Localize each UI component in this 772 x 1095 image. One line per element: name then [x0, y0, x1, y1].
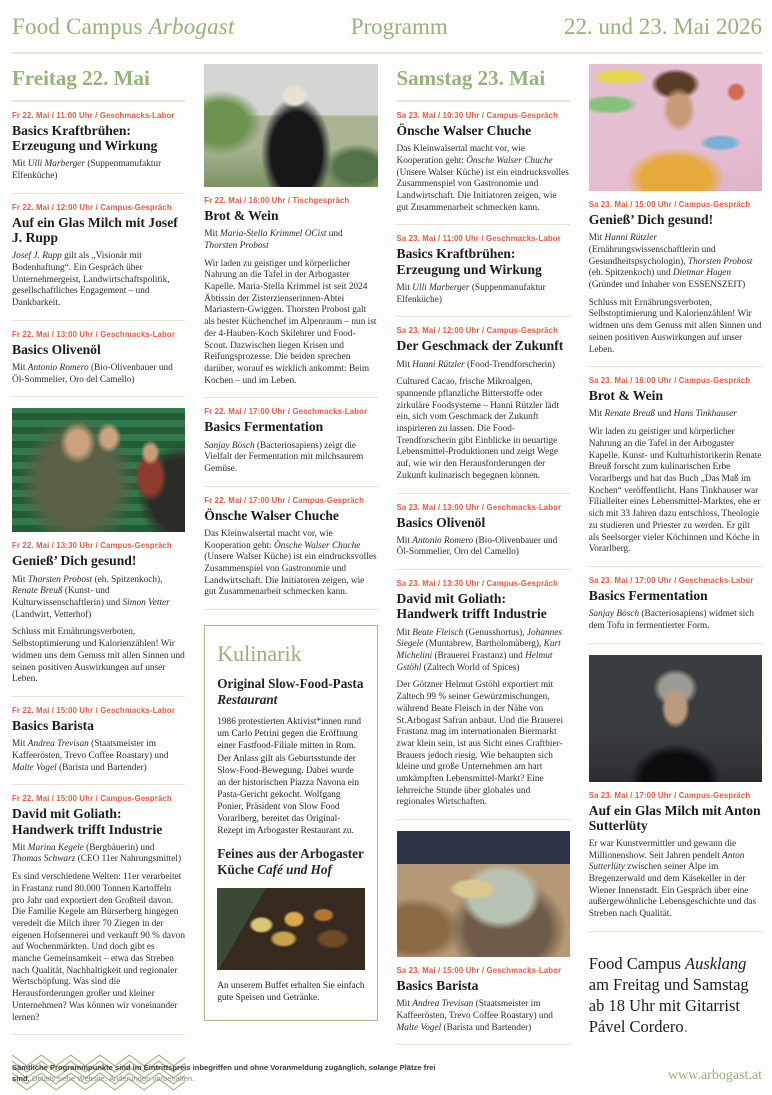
event — [589, 367, 762, 567]
portrait-photo — [589, 655, 762, 782]
event-people-line: Mit Antonio Romero (Bio-Olivenbauer und Öl-Sommelier, Oro del Camello) — [396, 535, 558, 558]
event — [397, 225, 570, 317]
event-title: Basics Barista — [396, 978, 479, 994]
masthead-date: 22. und 23. Mai 2026 — [563, 14, 762, 39]
event-title: Basics Kraftbrühen: Erzeugung und Wirkung — [12, 123, 158, 154]
event-meta: Sa 23. Mai / 15:00 Uhr / Campus-Gespräch — [588, 200, 751, 209]
event-meta: Fr 22. Mai / 11:00 Uhr / Geschmacks-Labor — [12, 111, 175, 120]
event-title: Basics Olivenöl — [12, 341, 101, 357]
nun-photo — [204, 64, 377, 187]
kulinarik-box — [204, 625, 377, 1021]
website-link[interactable]: www.arbogast.at — [668, 1068, 762, 1083]
event-title: Brot & Wein — [588, 388, 664, 404]
event-people-line: Mit Antonio Romero (Bio-Olivenbauer und Öl-Sommelier, Oro del Camello) — [12, 363, 173, 385]
event-paragraph: Schluss mit Ernährungsverboten, Selbstoptimierung und Kalorienzählen! Wir widmen uns dem Genuss mit allen Sinnen und seinen positiven Auswirkungen auf unser Leben. — [588, 297, 762, 355]
event-paragraph: Wir laden zu geistiger und körperlicher Nahrung an die Tafel in der Arbogaster Kapelle. Kunst- und Kulturhistorikerin Renate Breuß forscht zum kulinarischen Erbe Vorarlbergs und hat das Buch „Das Maß im Kochen“ veröffentlicht. Hans Tinkhauser war Filialleiter eines Lebensmittel-Marktes, ehe er sich mit 33 Jahren dazu entschloss, Theologie zu studieren und Priester zu werden. Er gilt als Seelsorger vieler Köchinnen und Köche in Vorarlberg. — [588, 427, 762, 555]
kulinarik-caption: An unserem Buffet erhalten Sie einfach gute Speisen und Getränke. — [217, 981, 365, 1004]
event-paragraph: Es sind verschiedene Welten: 11er verarbeitet in Frastanz rund 80.000 Tonnen Kartoffeln pro Jahr und exportiert den Großteil davon. Die Familie Kegele am Bürserberg hingegen veredelt die Milch ihrer 70 Ziegen in der eigenen Hofsennerei und verkauft 90 % davon auf Wochenmärkten. Und doch gibt es manche Gemeinsamkeit – etwa das Streben nach Qualität, Nachhaltigkeit und regionaler Wertschöpfung. Was sind die Herausforderungen großer und kleiner Unternehmen? Was können wir voneinander lernen? — [12, 872, 185, 1023]
event-paragraph: Er war Kunstvermittler und gewann die Millionenshow. Seit Jahren pendelt Anton Sutterlüty zwischen seiner Alpe im Bregenzerwald und dem Käsekeller in der Wiener Innenstadt. Ein Gespräch über eine außergewöhnliche Lebensgeschichte und das Streben nach Qualität. — [588, 838, 757, 920]
event — [12, 194, 185, 321]
kulinarik-item-text: 1986 protestierten Aktivist*innen rund um Carlo Petrini gegen die Eröffnung einer Fastfood-Filiale mitten in Rom. Der Anlass gilt als Geburtsstunde der Slow-Food-Bewegung. Dabei wurde an der historischen Piazza Navona ein Pasta-Gericht gekocht. Wolfgang Ponier, Präsident von Slow Food Vorarlberg, bereitet das Original-Rezept im Arbogaster Restaurant zu. — [217, 717, 362, 836]
event-people-line: Mit Marina Kegele (Bergbäuerin) und Thomas Schwarz (CEO 11er Nahrungsmittel) — [12, 842, 182, 865]
event — [589, 191, 762, 367]
buffet-photo — [217, 888, 364, 970]
page-footer — [12, 1062, 762, 1084]
event-meta: Fr 22. Mai / 13:00 Uhr / Geschmacks-Labor — [12, 329, 176, 339]
event-people-line: Mit Renate Breuß und Hans Tinkhauser — [588, 409, 737, 420]
event-people-line: Mit Ulli Marberger (Suppenmanufaktur Elfenküche) — [396, 282, 546, 305]
woman-graffiti-photo — [589, 64, 762, 191]
event-meta: Sa 23. Mai / 11:00 Uhr / Geschmacks-Labor — [396, 234, 561, 244]
event-meta: Fr 22. Mai / 12:00 Uhr / Campus-Gespräch — [12, 202, 172, 212]
event — [397, 957, 570, 1045]
event — [397, 494, 570, 571]
event — [204, 487, 377, 610]
event-meta: Sa 23. Mai / 12:00 Uhr / Campus-Gespräch — [396, 326, 559, 336]
kulinarik-item-title: Original Slow-Food-Pasta — [217, 676, 364, 692]
event — [12, 532, 185, 697]
event-people-line: Mit Hanni Rützler (Food-Trendforscherin) — [396, 359, 555, 370]
brand-title — [12, 14, 235, 40]
column-saturday-2 — [589, 64, 762, 1095]
event-meta: Fr 22. Mai / 13:30 Uhr / Campus-Gespräch — [12, 541, 172, 551]
footer-note-bold: Sämtliche Programmpunkte sind im Eintrittspreis inbegriffen und ohne Voranmeldung zugänglich, solange Plätze frei sind. — [12, 1063, 436, 1083]
event-title: Önsche Walser Chuche — [204, 507, 339, 523]
masthead — [12, 10, 762, 54]
event-meta: Fr 22. Mai / 17:00 Uhr / Geschmacks-Labor — [204, 407, 368, 417]
brand-regular: Food Campus — [12, 14, 149, 39]
event-meta: Sa 23. Mai / 13:00 Uhr / Geschmacks-Labor — [396, 502, 562, 512]
event-meta: Sa 23. Mai / 10:30 Uhr / Campus-Gespräch — [396, 111, 559, 120]
event-paragraph: Schluss mit Ernährungsverboten, Selbstoptimierung und Kalorienzählen! Wir widmen uns dem Genuss mit allen Sinnen und seinen positiven Auswirkungen auf unser Leben. — [12, 627, 185, 685]
event-paragraph: Sanjay Bösch (Bacteriosapiens) widmet sich dem Tofu in fermentierter Form. — [588, 609, 754, 631]
event-people-line: Mit Andrea Trevisan (Staatsmeister im Kaffeerösten, Trevo Coffee Roastary) und Malte Vogel (Barista und Bartender) — [12, 739, 169, 773]
market-photo — [12, 408, 185, 532]
event — [12, 321, 185, 398]
event-people-line: Mit Beate Fleisch (Genusshortus), Johannes Siegele (Muntabrew, Bartholomäberg), Kurt Michelini (Brauerei Frastanz) und Helmut Gstöhl (Zaltech World of Spices) — [396, 627, 563, 673]
event-meta: Sa 23. Mai / 16:00 Uhr / Campus-Gespräch — [588, 376, 751, 386]
event-title: Basics Kraftbrühen: Erzeugung und Wirkung — [396, 246, 542, 277]
event-title: Basics Barista — [12, 717, 94, 733]
event-paragraph: Sanjay Bösch (Bacteriosapiens) zeigt die Vielfalt der Fermentation mit milchsaurem Gemüse. — [204, 440, 364, 474]
event-meta: Fr 22. Mai / 15:00 Uhr / Campus-Gespräch — [12, 794, 172, 804]
event-title: Genieß’ Dich gesund! — [12, 553, 137, 569]
event — [397, 570, 570, 820]
day-heading: Freitag 22. Mai — [12, 64, 185, 102]
event-paragraph: Der Götzner Helmut Gstöhl exportiert mit Zaltech 99 % seiner Gewürzmischungen, während Beate Fleisch in der Nähe von St.Arbogast Safran anbaut. Und die Brauerei Frastanz mag im internationalen Biermarkt zwar klein sein, ist aus Sicht eines Craftbier-Brauers jedoch riesig. Wie behaupten sich kleine und große Unternehmen am hart umkämpften Lebensmittel-Markt? Eine lehrreiche Stunde über globales und regionales Wirtschaften. — [396, 680, 564, 808]
event-title: David mit Goliath: Handwerk trifft Industrie — [12, 806, 163, 837]
event-people-line: Mit Maria-Stella Krimmel OCist und Thorsten Probost — [204, 229, 343, 251]
event-paragraph: Cultured Cacao, frische Mikroalgen, spannende pflanzliche Bitterstoffe oder zirkuläre Foodsysteme – Hanni Rützler lädt ein, sich vom Geschmack der Zukunft inspirieren zu lassen. Die Food-Trendforscherin gibt Einblicke in neuartige Lebensmittel-Produktionen und zeigt Wege auf, wie wir den Herausforderungen der Zukunft kulinarisch begegnen können. — [396, 377, 559, 481]
kulinarik-item-subtitle: Restaurant — [217, 691, 278, 707]
event-meta: Sa 23. Mai / 17:00 Uhr / Campus-Gespräch — [588, 790, 751, 800]
event-title: Önsche Walser Chuche — [396, 123, 532, 138]
event-meta: Fr 22. Mai / 17:00 Uhr / Campus-Gespräch — [204, 495, 365, 505]
event — [204, 398, 377, 486]
event-title: Auf ein Glas Milch mit Josef J. Rupp — [12, 214, 178, 246]
event-paragraph: Das Kleinwalsertal macht vor, wie Kooperation geht: Önsche Walser Chuche (Unsere Walser Küche) ist ein eindrucksvolles Zusammenspiel von Gastronomie und Landwirtschaft. Die Initiatoren zeigen, wie gut Zusammenarbeit schmecken kann. — [204, 528, 377, 598]
event-title: David mit Goliath: Handwerk trifft Industrie — [396, 591, 547, 622]
closing-announcement: Food Campus Ausklang am Freitag und Samstag ab 18 Uhr mit Gitarrist Pável Cordero. — [588, 953, 749, 1036]
column-saturday-1 — [397, 64, 570, 1095]
event-people-line: Mit Ulli Marberger (Suppenmanufaktur Elfenküche) — [12, 159, 162, 182]
event-paragraph: Josef J. Rupp gilt als „Visionär mit Bodenhaftung“. Ein Gespräch über Unternehmergeist, Landwirtschaftspolitik, gesellschaftliches Engagement – und Dankbarkeit. — [12, 251, 170, 309]
event — [589, 567, 762, 644]
event — [204, 187, 377, 398]
event-paragraph: Das Kleinwalsertal macht vor, wie Kooperation geht: Önsche Walser Chuche (Unsere Walser Küche) ist ein eindrucksvolles Zusammenspiel von Gastronomie und Landwirtschaft. Die Initiatoren zeigen, wie gut Zusammenarbeit schmecken kann. — [396, 144, 569, 213]
event — [397, 317, 570, 493]
event — [397, 102, 570, 225]
event-meta: Sa 23. Mai / 13:30 Uhr / Campus-Gespräch — [396, 579, 559, 589]
event — [589, 782, 762, 932]
event-paragraph: Wir laden zu geistiger und körperlicher Nahrung an die Tafel in der Arbogaster Kapelle. Maria-Stella Krimmel ist seit 2024 Äbtissin der Zisterzienserinnen-Abtei Mariastern-Gwiggen. Thorsten Probost galt als bester Küchenchef im Alpenraum – nun ist der 4-Hauben-Koch Skilehrer und Food-Scout. Dazwischen liegen Krisen und Reifungsprozesse. Die beiden sprechen darüber, worauf es wirklich ankommt: Beim Kochen – und im Leben. — [204, 258, 377, 386]
event-title: Basics Fermentation — [588, 587, 708, 603]
coffee-roasting-photo — [397, 831, 570, 957]
masthead-center-title: Programm — [350, 14, 448, 39]
footer-note — [12, 1062, 442, 1084]
event-title: Auf ein Glas Milch mit Anton Sutterlüty — [588, 802, 761, 833]
event-meta: Sa 23. Mai / 17:00 Uhr / Geschmacks-Labor — [588, 575, 754, 585]
event-people-line: Mit Hanni Rützler (Ernährungswissenschaftlerin und Gesundheitspsychologin), Thorsten Probost (eh. Spitzenkoch) und Dietmar Hagen (Gründer und Inhaber von ESSENSZEIT) — [588, 233, 753, 291]
column-friday-2 — [204, 64, 377, 1095]
event-title: Brot & Wein — [204, 208, 279, 223]
brand-italic: Arbogast — [148, 14, 235, 39]
footer-note-regular: Details siehe Website. Änderungen vorbehalten. — [29, 1074, 195, 1083]
columns — [12, 64, 762, 1095]
column-friday-1 — [12, 64, 185, 1095]
event-meta: Sa 23. Mai / 15:00 Uhr / Geschmacks-Labor — [396, 966, 562, 976]
event — [12, 697, 185, 785]
event-title: Genieß’ Dich gesund! — [588, 212, 714, 227]
kulinarik-heading: Kulinarik — [217, 641, 302, 667]
kulinarik-item-title: Feines aus der Arbogaster Küche Café und Hof — [217, 846, 364, 877]
event-title: Basics Fermentation — [204, 419, 324, 435]
event-people-line: Mit Thorsten Probost (eh. Spitzenkoch), Renate Breuß (Kunst- und Kulturwissenschaftlerin) und Simon Vetter (Landwirt, Vetterhof) — [12, 574, 170, 620]
event-title: Basics Olivenöl — [396, 514, 486, 530]
event-title: Der Geschmack der Zukunft — [396, 338, 564, 354]
event — [12, 102, 185, 194]
day-heading: Samstag 23. Mai — [397, 64, 570, 102]
event-meta: Fr 22. Mai / 16:00 Uhr / Tischgespräch — [204, 196, 350, 205]
event — [12, 785, 185, 1035]
event-people-line: Mit Andrea Trevisan (Staatsmeister im Kaffeerösten, Trevo Coffee Roastary) und Malte Vogel (Barista und Bartender) — [396, 999, 553, 1033]
event-meta: Fr 22. Mai / 15:00 Uhr / Geschmacks-Labor — [12, 705, 176, 715]
